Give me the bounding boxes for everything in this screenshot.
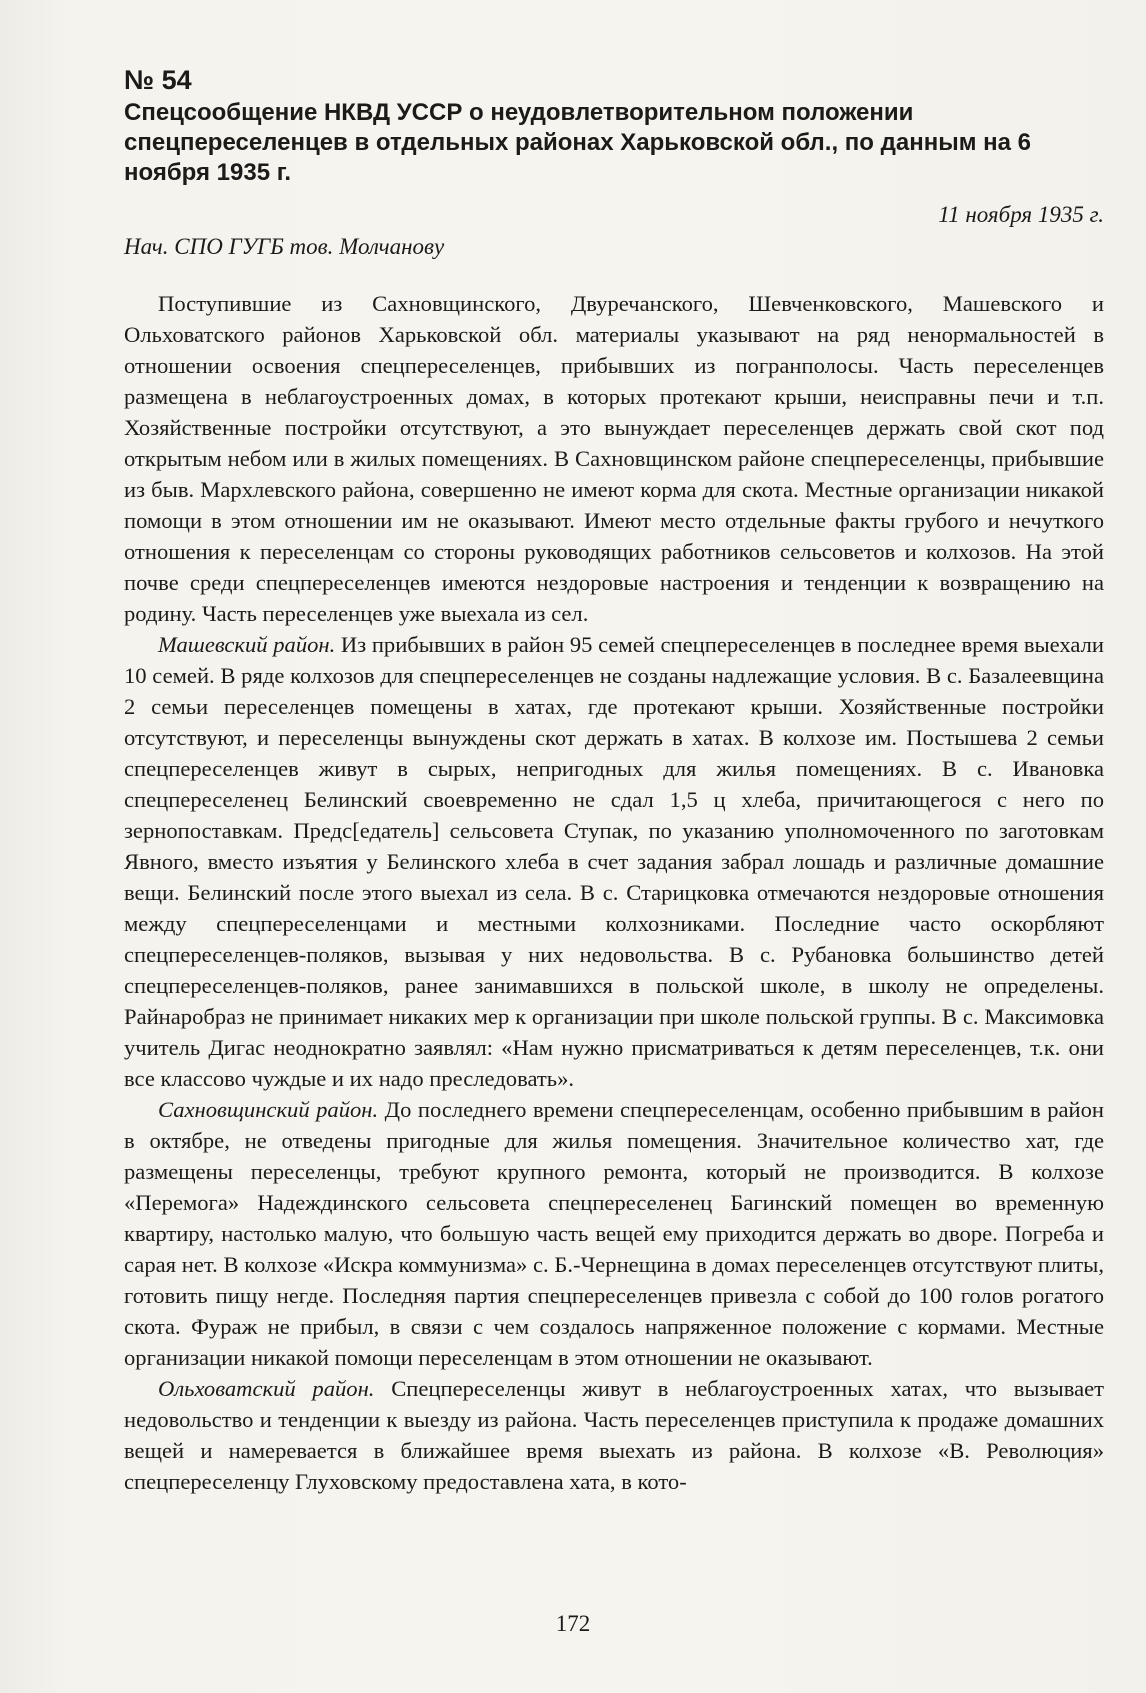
document-date: 11 ноября 1935 г.: [938, 202, 1104, 227]
paragraph-intro-text: Поступившие из Сахновщинского, Двуречанского, Шевченковского, Машевского и Ольховатского районов Харьковской обл. материалы указывают на ряд ненормальностей в отношении освоения спецпереселенцев, прибывших из погранполосы. Часть переселенцев размещена в неблагоустроенных домах, в которых протекают крыши, неисправны печи и т.п. Хозяйственные постройки отсутствуют, а это вынуждает переселенцев держать свой скот под открытым небом или в жилых помещениях. В Сахновщинском районе спецпереселенцы, прибывшие из быв. Мархлевского района, совершенно не имеют корма для скота. Местные организации никакой помощи в этом отношении им не оказывают. Имеют место отдельные факты грубого и нечуткого отношения к переселенцам со стороны руководящих работников сельсоветов и колхозов. На этой почве среди спецпереселенцев имеются нездоровые настроения и тенденции к возвращению на родину. Часть переселенцев уже выехала из сел.: [124, 291, 1104, 626]
page-number: 172: [555, 1611, 591, 1636]
district-heading-olkhovatsky: Ольховатский район.: [158, 1376, 375, 1401]
paragraph-mashevsky: [124, 629, 1104, 1094]
paragraph-mashevsky-text: Из прибывших в район 95 семей спецпереселенцев в последнее время выехали 10 семей. В ряде колхозов для спецпереселенцев не созданы надлежащие условия. В с. Базалеевщина 2 семьи переселенцев помещены в хатах, где протекают крыши. Хозяйственные постройки отсутствуют, и переселенцы вынуждены скот держать в хатах. В колхозе им. Постышева 2 семьи спецпереселенцев живут в сырых, непригодных для жилья помещениях. В с. Ивановка спецпереселенец Белинский своевременно не сдал 1,5 ц хлеба, причитающегося с него по зернопоставкам. Предс[едатель] сельсовета Ступак, по указанию уполномоченного по заготовкам Явного, вместо изъятия у Белинского хлеба в счет задания забрал лошадь и различные домашние вещи. Белинский после этого выехал из села. В с. Старицковка отмечаются нездоровые отношения между спецпереселенцами и местными колхозниками. Последние часто оскорбляют спецпереселенцев-поляков, вызывая у них недовольства. В с. Рубановка большинство детей спецпереселенцев-поляков, ранее занимавшихся в польской школе, в школу не определены. Райнаробраз не принимает никаких мер к организации при школе польской группы. В с. Максимовка учитель Дигас неоднократно заявлял: «Нам нужно присматриваться к детям переселенцев, т.к. они все классово чуждые и их надо преследовать».: [124, 632, 1104, 1091]
paragraph-sakhnovshchinsky-text: До последнего времени спецпереселенцам, особенно прибывшим в район в октябре, не отведены пригодные для жилья помещения. Значительное количество хат, где размещены переселенцы, требуют крупного ремонта, который не производится. В колхозе «Перемога» Надеждинского сельсовета спецпереселенец Багинский помещен во временную квартиру, настолько малую, что большую часть вещей ему приходится держать во дворе. Погреба и сарая нет. В колхозе «Искра коммунизма» с. Б.-Чернещина в домах переселенцев отсутствуют плиты, готовить пищу негде. Последняя партия спецпереселенцев привезла с собой до 100 голов рогатого скота. Фураж не прибыл, в связи с чем создалось напряженное положение с кормами. Местные организации никакой помощи переселенцам в этом отношении не оказывают.: [124, 1097, 1104, 1370]
document-addressee: Нач. СПО ГУГБ тов. Молчанову: [124, 234, 445, 259]
paragraph-sakhnovshchinsky: [124, 1094, 1104, 1373]
paragraph-intro: [124, 288, 1104, 629]
page-content: [124, 64, 1104, 1497]
paragraph-olkhovatsky: [124, 1373, 1104, 1497]
district-heading-sakhnovshchinsky: Сахновщинский район.: [158, 1097, 379, 1122]
document-title: Спецсообщение НКВД УССР о неудовлетворительном положении спецпереселенцев в отдельных районах Харьковской обл., по данным на 6 ноября 1935 г.: [124, 99, 1031, 186]
paragraph-olkhovatsky-text: Спецпереселенцы живут в неблагоустроенных хатах, что вызывает недовольство и тенденции к выезду из района. Часть переселенцев приступила к продаже домашних вещей и намеревается в ближайшее время выехать из района. В колхозе «В. Революция» спецпереселенцу Глуховскому предоставлена хата, в кото-: [124, 1376, 1104, 1494]
document-number: № 54: [124, 65, 192, 95]
document-body: [124, 288, 1104, 1497]
district-heading-mashevsky: Машевский район.: [158, 632, 336, 657]
